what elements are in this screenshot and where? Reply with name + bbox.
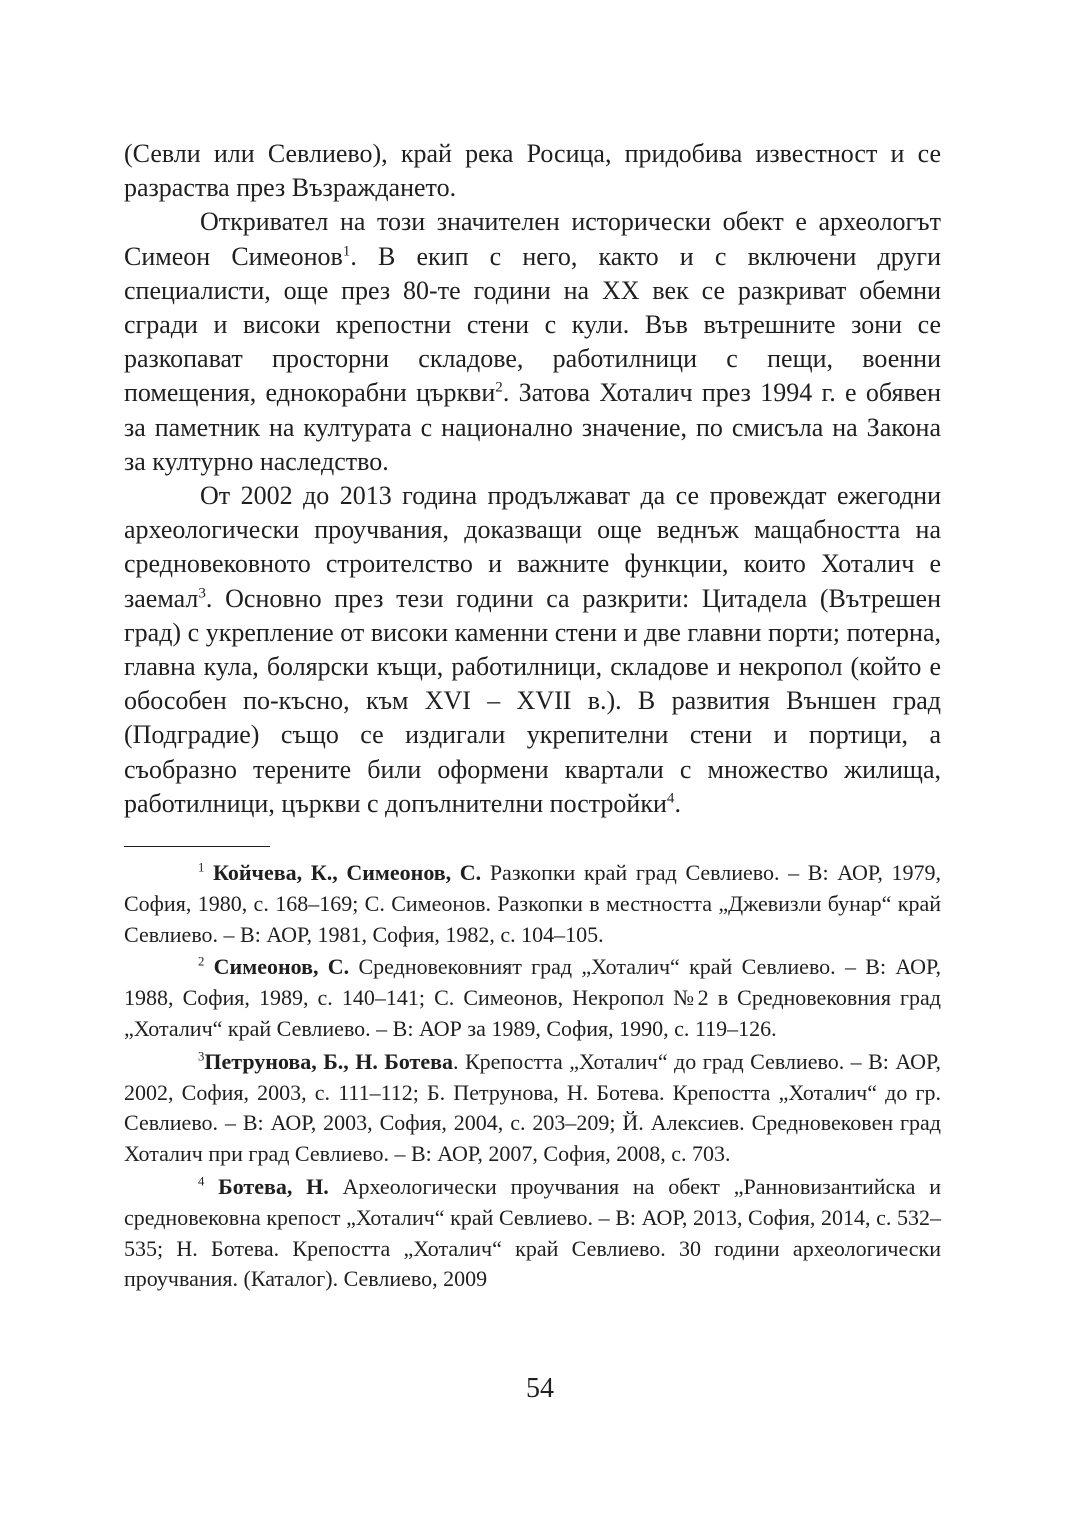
footnote-text: . Крепостта „Хоталич“ до град Севлиево. – В: АОР, 2002, София, 2003, с. 111–112; Б. Петрунова, Н. Ботева. Крепостта „Хоталич“ до гр. Севлиево. – В: АОР, 2003, София, 2004, с. 203–209; Й. Алексиев. Средновековен град Хоталич при град Севлиево. – В: АОР, 2007, София, 2008, с. 703. [124, 1048, 941, 1167]
footnote-author: Ботева, Н. [218, 1174, 329, 1200]
footnote-author: Симеонов, С. [213, 954, 350, 980]
paragraph-2 [124, 205, 941, 479]
book-page [124, 137, 941, 1297]
paragraph-2-text-a: Откривател на този значителен исторически обект е археологът Симеон Симеонов [124, 207, 941, 271]
footnote-number: 2 [198, 955, 205, 970]
footnote-1 [124, 858, 941, 950]
footnote-author: Петрунова, Б., Н. Ботева [204, 1048, 454, 1074]
footnote-ref-1: 1 [342, 242, 351, 259]
footnote-ref-3: 3 [198, 584, 206, 601]
paragraph-3-text-a: От 2002 до 2013 година продължават да се провеждат ежегодни археологически проучвания, доказващи още веднъж мащабността на средновековното строителство и важните функции, които Хоталич е заемал [124, 481, 941, 613]
paragraph-2-text-c: . Затова Хоталич през 1994 г. е обявен за паметник на културата с национално значение, по смисъла на Закона за културно наследство. [124, 378, 941, 476]
paragraph-3-text-b: . Основно през тези години са разкрити: Цитадела (Вътрешен град) с укрепление от високи каменни стени и две главни порти; потерна, главна кула, болярски къщи, работилници, складове и некропол (който е обособен по-късно, към XVI – XVII в.). В развития Външен град (Подградие) също се издигали укрепителни стени и портици, а съобразно терените били оформени квартали с множество жилища, работилници, църкви с допълнителни постройки [124, 583, 941, 818]
page-number: 54 [526, 1373, 554, 1404]
main-text [124, 137, 941, 821]
footnote-number: 1 [198, 860, 205, 875]
footnote-text: Археологически проучвания на обект „Ранновизантийска и средновековна крепост „Хоталич“ край Севлиево. – В: АОР, 2013, София, 2014, с. 532–535; Н. Ботева. Крепостта „Хоталич“ край Севлиево. 30 години археологически проучвания. (Каталог). Севлиево, 2009 [124, 1174, 942, 1292]
footnote-ref-4: 4 [666, 790, 675, 807]
footnote-4 [124, 1172, 941, 1295]
paragraph-3 [124, 479, 941, 821]
footnote-separator [124, 846, 270, 847]
paragraph-1: (Севли или Севлиево), край река Росица, придобива известност и се разраства през Възраждането. [124, 139, 941, 203]
footnotes [124, 858, 941, 1295]
footnote-text: Разкопки край град Севлиево. – В: АОР, 1979, София, 1980, с. 168–169; С. Симеонов. Разкопки в местността „Джевизли бунар“ край Севлиево. – В: АОР, 1981, София, 1982, с. 104–105. [124, 860, 942, 947]
footnote-text: Средновековният град „Хоталич“ край Севлиево. – В: АОР, 1988, София, 1989, с. 140–141; С. Симеонов, Некропол №2 в Средновековния град „Хоталич“ край Севлиево. – В: АОР за 1989, София, 1990, с. 119–126. [124, 954, 942, 1042]
footnote-ref-2: 2 [495, 379, 503, 396]
paragraph-2-text-b: . В екип с него, както и с включени други специалисти, още през 80-те години на XX век се разкриват обемни сгради и високи крепостни стени с кули. Във вътрешните зони се разкопават просторни складове, работилници с пещи, военни помещения, еднокорабни църкви [124, 241, 941, 408]
footnote-author: Койчева, К., Симеонов, С. [213, 860, 482, 886]
footnote-number: 4 [198, 1174, 205, 1189]
footnote-number: 3 [198, 1049, 205, 1064]
footnote-3 [124, 1047, 941, 1170]
footnote-2 [124, 952, 941, 1044]
paragraph-3-text-c: . [674, 788, 681, 818]
